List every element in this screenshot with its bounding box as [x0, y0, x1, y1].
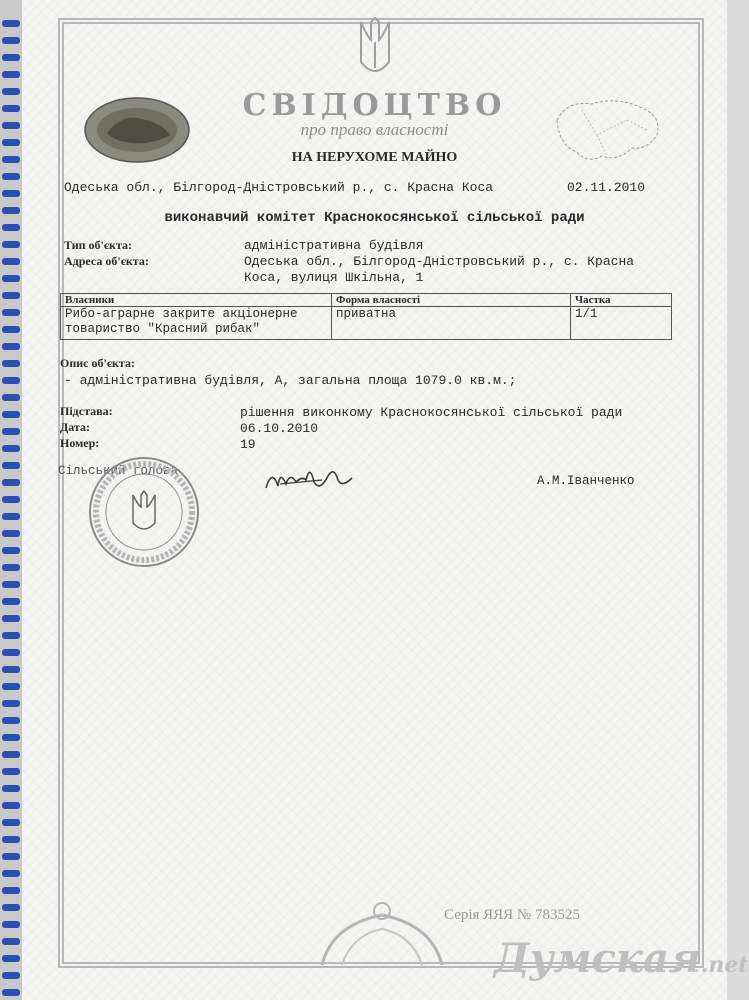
binding-ring	[2, 734, 20, 741]
col-header-share: Частка	[571, 294, 672, 307]
binding-ring	[2, 122, 20, 129]
col-header-owners: Власники	[61, 294, 332, 307]
spiral-binding	[0, 0, 22, 1000]
binding-ring	[2, 207, 20, 214]
binding-ring	[2, 972, 20, 979]
binding-ring	[2, 20, 20, 27]
object-address-label: Адреса об'єкта:	[64, 254, 149, 268]
binding-ring	[2, 666, 20, 673]
binding-ring	[2, 785, 20, 792]
binding-ring	[2, 955, 20, 962]
binding-ring	[2, 989, 20, 996]
watermark-suffix: .net	[700, 952, 749, 978]
binding-ring	[2, 394, 20, 401]
binding-ring	[2, 37, 20, 44]
binding-ring	[2, 343, 20, 350]
binding-ring	[2, 258, 20, 265]
binding-ring	[2, 462, 20, 469]
binding-ring	[2, 445, 20, 452]
binding-ring	[2, 173, 20, 180]
watermark-text: Думская	[494, 935, 701, 982]
owners-table	[60, 293, 672, 340]
basis-label: Підстава:	[60, 404, 113, 418]
document-heading: НА НЕРУХОМЕ МАЙНО	[291, 150, 458, 165]
object-address-line2: Коса, вулиця Шкільна, 1	[244, 270, 424, 285]
binding-ring	[2, 819, 20, 826]
description-text: - адміністративна будівля, А, загальна площа 1079.0 кв.м.;	[64, 373, 517, 388]
binding-ring	[2, 54, 20, 61]
binding-ring	[2, 71, 20, 78]
binding-ring	[2, 530, 20, 537]
binding-ring	[2, 904, 20, 911]
binding-ring	[2, 887, 20, 894]
signatory-name: А.М.Іванченко	[537, 474, 635, 488]
basis-number-label: Номер:	[60, 436, 100, 450]
binding-ring	[2, 683, 20, 690]
binding-ring	[2, 921, 20, 928]
binding-ring	[2, 547, 20, 554]
document-title: СВІДОЦТВО	[242, 88, 507, 123]
binding-ring	[2, 309, 20, 316]
binding-ring	[2, 717, 20, 724]
owner-name-line2: товариство "Красний рибак"	[65, 322, 261, 336]
header-address: Одеська обл., Білгород-Дністровський р., с. Красна Коса	[64, 180, 494, 195]
binding-ring	[2, 768, 20, 775]
site-watermark	[494, 935, 749, 982]
document-subtitle: про право власності	[300, 120, 449, 139]
description-label: Опис об'єкта:	[60, 356, 135, 370]
binding-ring	[2, 190, 20, 197]
binding-ring	[2, 360, 20, 367]
binding-ring	[2, 649, 20, 656]
binding-ring	[2, 139, 20, 146]
binding-ring	[2, 156, 20, 163]
issuing-authority: виконавчий комітет Краснокосянської сільської ради	[164, 210, 585, 226]
bottom-ornament-icon	[312, 895, 452, 967]
binding-ring	[2, 853, 20, 860]
binding-ring	[2, 581, 20, 588]
official-stamp-icon	[87, 455, 202, 570]
signatory-position: Сільський голова	[58, 464, 179, 478]
trident-emblem-icon	[357, 18, 393, 84]
binding-ring	[2, 870, 20, 877]
issue-date: 02.11.2010	[567, 180, 646, 195]
binding-ring	[2, 241, 20, 248]
binding-ring	[2, 88, 20, 95]
binding-ring	[2, 513, 20, 520]
binding-ring	[2, 598, 20, 605]
basis-number-value: 19	[240, 437, 256, 452]
binding-ring	[2, 802, 20, 809]
basis-value: рішення виконкому Краснокосянської сільської ради	[240, 405, 623, 420]
binding-ring	[2, 275, 20, 282]
binding-ring	[2, 836, 20, 843]
owners-table-header	[61, 294, 672, 307]
binding-ring	[2, 326, 20, 333]
share-cell: 1/1	[571, 307, 672, 340]
binding-ring	[2, 751, 20, 758]
binding-ring	[2, 292, 20, 299]
basis-date-label: Дата:	[60, 420, 90, 434]
owner-cell	[61, 307, 332, 340]
object-type-value: адміністративна будівля	[244, 238, 424, 253]
binding-ring	[2, 377, 20, 384]
binding-ring	[2, 564, 20, 571]
object-address-line1: Одеська обл., Білгород-Дністровський р., с. Красна	[244, 254, 635, 269]
certificate-sheet	[22, 0, 749, 1000]
binding-ring	[2, 411, 20, 418]
binding-ring	[2, 615, 20, 622]
object-type-label: Тип об'єкта:	[64, 238, 133, 252]
table-row	[61, 307, 672, 340]
binding-ring	[2, 479, 20, 486]
handwritten-signature	[262, 458, 357, 498]
owner-name-line1: Рибо-аграрне закрите акціонерне	[65, 307, 298, 321]
binding-ring	[2, 632, 20, 639]
basis-date-value: 06.10.2010	[240, 421, 319, 436]
binding-ring	[2, 496, 20, 503]
binding-ring	[2, 224, 20, 231]
binding-ring	[2, 700, 20, 707]
col-header-ownership-form: Форма власності	[332, 294, 571, 307]
binding-ring	[2, 105, 20, 112]
serial-number: Серія ЯЯЯ № 783525	[444, 907, 580, 923]
binding-ring	[2, 938, 20, 945]
binding-ring	[2, 428, 20, 435]
ownership-form-cell: приватна	[332, 307, 571, 340]
